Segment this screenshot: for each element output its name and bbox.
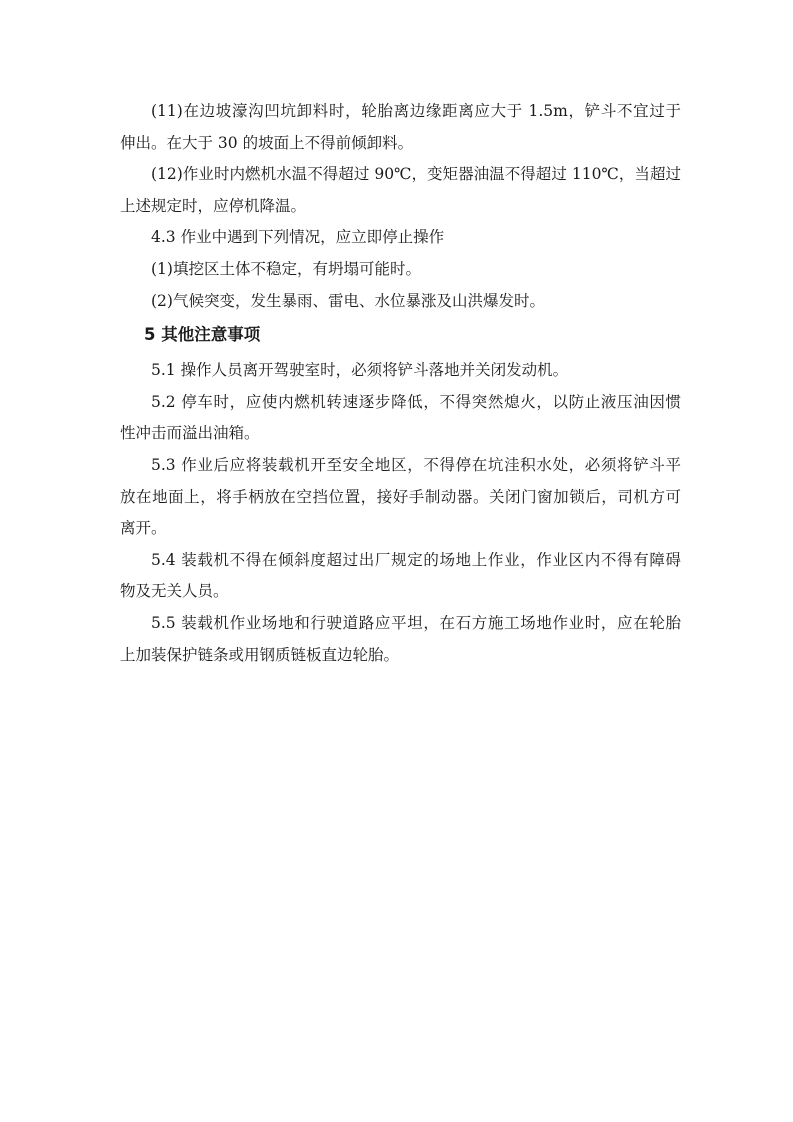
- paragraph-line: 物及无关人员。: [120, 582, 229, 601]
- paragraph-line: 伸出。在大于 30 的坡面上不得前倾卸料。: [120, 133, 414, 152]
- paragraph-line: (12)作业时内燃机水温不得超过 90℃，变矩器油温不得超过 110℃，当超过: [151, 165, 681, 184]
- paragraph: [120, 608, 681, 671]
- paragraph: [120, 355, 681, 387]
- paragraph-line: 上加装保护链条或用钢质链板直边轮胎。: [120, 645, 400, 664]
- paragraph-line: 5.3 作业后应将装载机开至安全地区，不得停在坑洼积水处，必须将铲斗平: [151, 455, 681, 474]
- paragraph-line: 5.4 装载机不得在倾斜度超过出厂规定的场地上作业，作业区内不得有障碍: [151, 550, 681, 569]
- paragraph-line: 5.5 装载机作业场地和行驶道路应平坦，在石方施工场地作业时，应在轮胎: [151, 613, 681, 632]
- paragraph-line: (11)在边坡濠沟凹坑卸料时，轮胎离边缘距离应大于 1.5m，铲斗不宜过于: [151, 102, 681, 120]
- paragraph: [120, 96, 681, 159]
- section-5: [120, 355, 681, 671]
- paragraph: [120, 387, 681, 450]
- section-4-continued: [120, 96, 681, 317]
- paragraph-line: (2)气候突变，发生暴雨、雷电、水位暴涨及山洪爆发时。: [151, 291, 545, 310]
- paragraph-line: 5.2 停车时，应使内燃机转速逐步降低，不得突然熄火，以防止液压油因惯: [151, 392, 681, 411]
- paragraph: [120, 222, 681, 254]
- paragraph: [120, 286, 681, 318]
- document-body: [120, 96, 681, 671]
- paragraph: [120, 450, 681, 545]
- paragraph: [120, 159, 681, 222]
- section-heading: 5 其他注意事项: [144, 325, 261, 345]
- paragraph-line: 5.1 操作人员离开驾驶室时，必须将铲斗落地并关闭发动机。: [151, 361, 569, 380]
- paragraph: [120, 254, 681, 286]
- paragraph-line: 上述规定时，应停机降温。: [120, 196, 307, 215]
- paragraph: [120, 545, 681, 608]
- paragraph-line: 性冲击而溢出油箱。: [120, 424, 260, 443]
- paragraph-line: 离开。: [120, 519, 167, 538]
- paragraph-line: 4.3 作业中遇到下列情况，应立即停止操作: [151, 228, 445, 247]
- paragraph-line: 放在地面上，将手柄放在空挡位置，接好手制动器。关闭门窗加锁后，司机方可: [120, 487, 681, 506]
- paragraph-line: (1)填挖区土体不稳定，有坍塌可能时。: [151, 259, 421, 278]
